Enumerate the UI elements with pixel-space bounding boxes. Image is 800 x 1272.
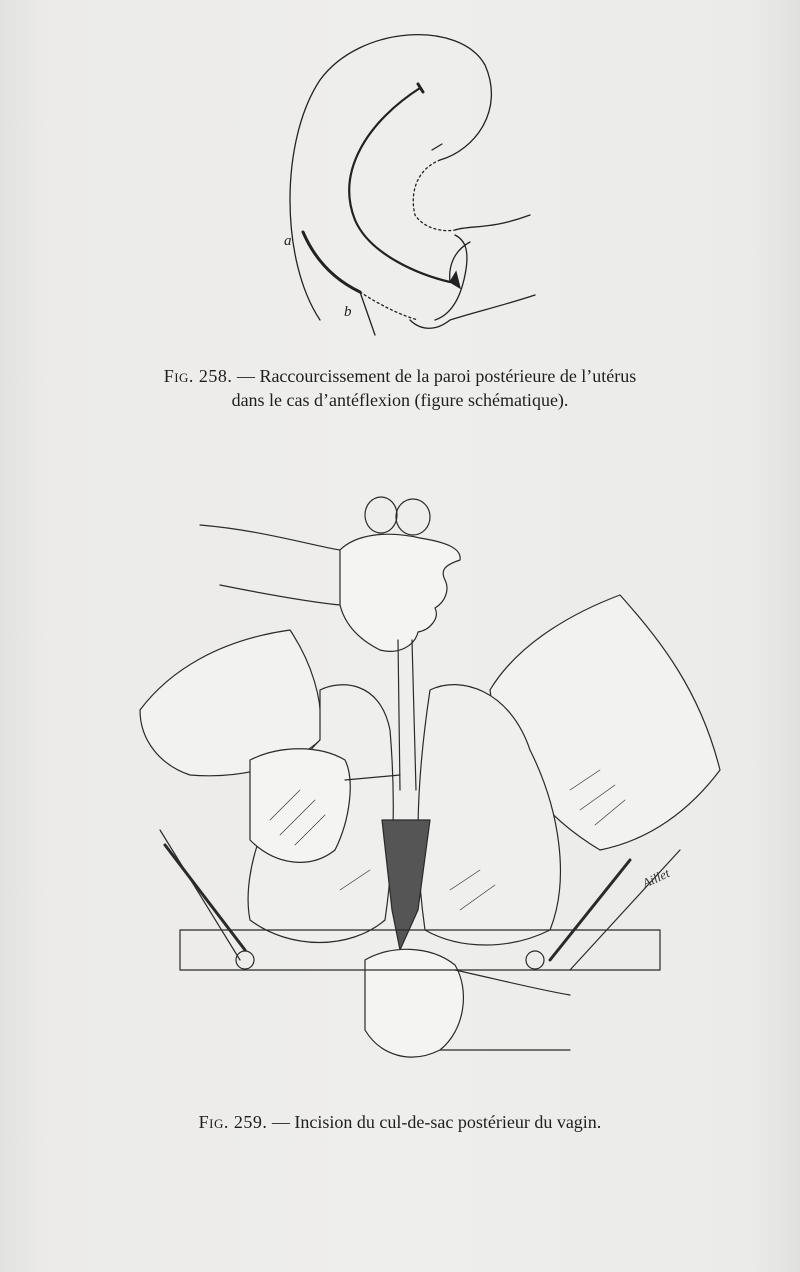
caption-258-line2: dans le cas d’antéflexion (figure schématique). bbox=[231, 390, 569, 410]
caption-258-line1: — Raccourcissement de la paroi postérieure de l’utérus bbox=[232, 366, 637, 386]
figure-259-illustration bbox=[100, 490, 740, 1090]
uterus-outer-contour bbox=[290, 35, 491, 320]
figure-258-caption bbox=[0, 364, 800, 412]
caption-258-number: Fig. 258. bbox=[163, 366, 233, 386]
anterior-wall-dotted bbox=[413, 160, 455, 231]
figure-259-caption bbox=[0, 1110, 800, 1134]
lower-hand bbox=[365, 949, 463, 1057]
caption-259-number: Fig. 259. bbox=[198, 1112, 268, 1132]
figure-258-diagram bbox=[260, 20, 560, 355]
retractor-left bbox=[165, 845, 245, 950]
caption-259-text: — Incision du cul-de-sac postérieur du vagin. bbox=[267, 1112, 602, 1132]
label-a: a bbox=[284, 233, 292, 249]
retractor-right bbox=[550, 860, 630, 960]
artist-signature: Aillet bbox=[639, 865, 672, 891]
scissors-ring-right bbox=[396, 499, 430, 535]
uterus-cavity-line bbox=[349, 88, 450, 282]
upper-hand bbox=[340, 534, 460, 651]
segment-a-b bbox=[303, 232, 360, 292]
left-hand bbox=[250, 749, 350, 863]
scissors-ring-left bbox=[365, 497, 397, 533]
label-b: b bbox=[344, 304, 352, 320]
forceps-shaft bbox=[398, 640, 416, 790]
